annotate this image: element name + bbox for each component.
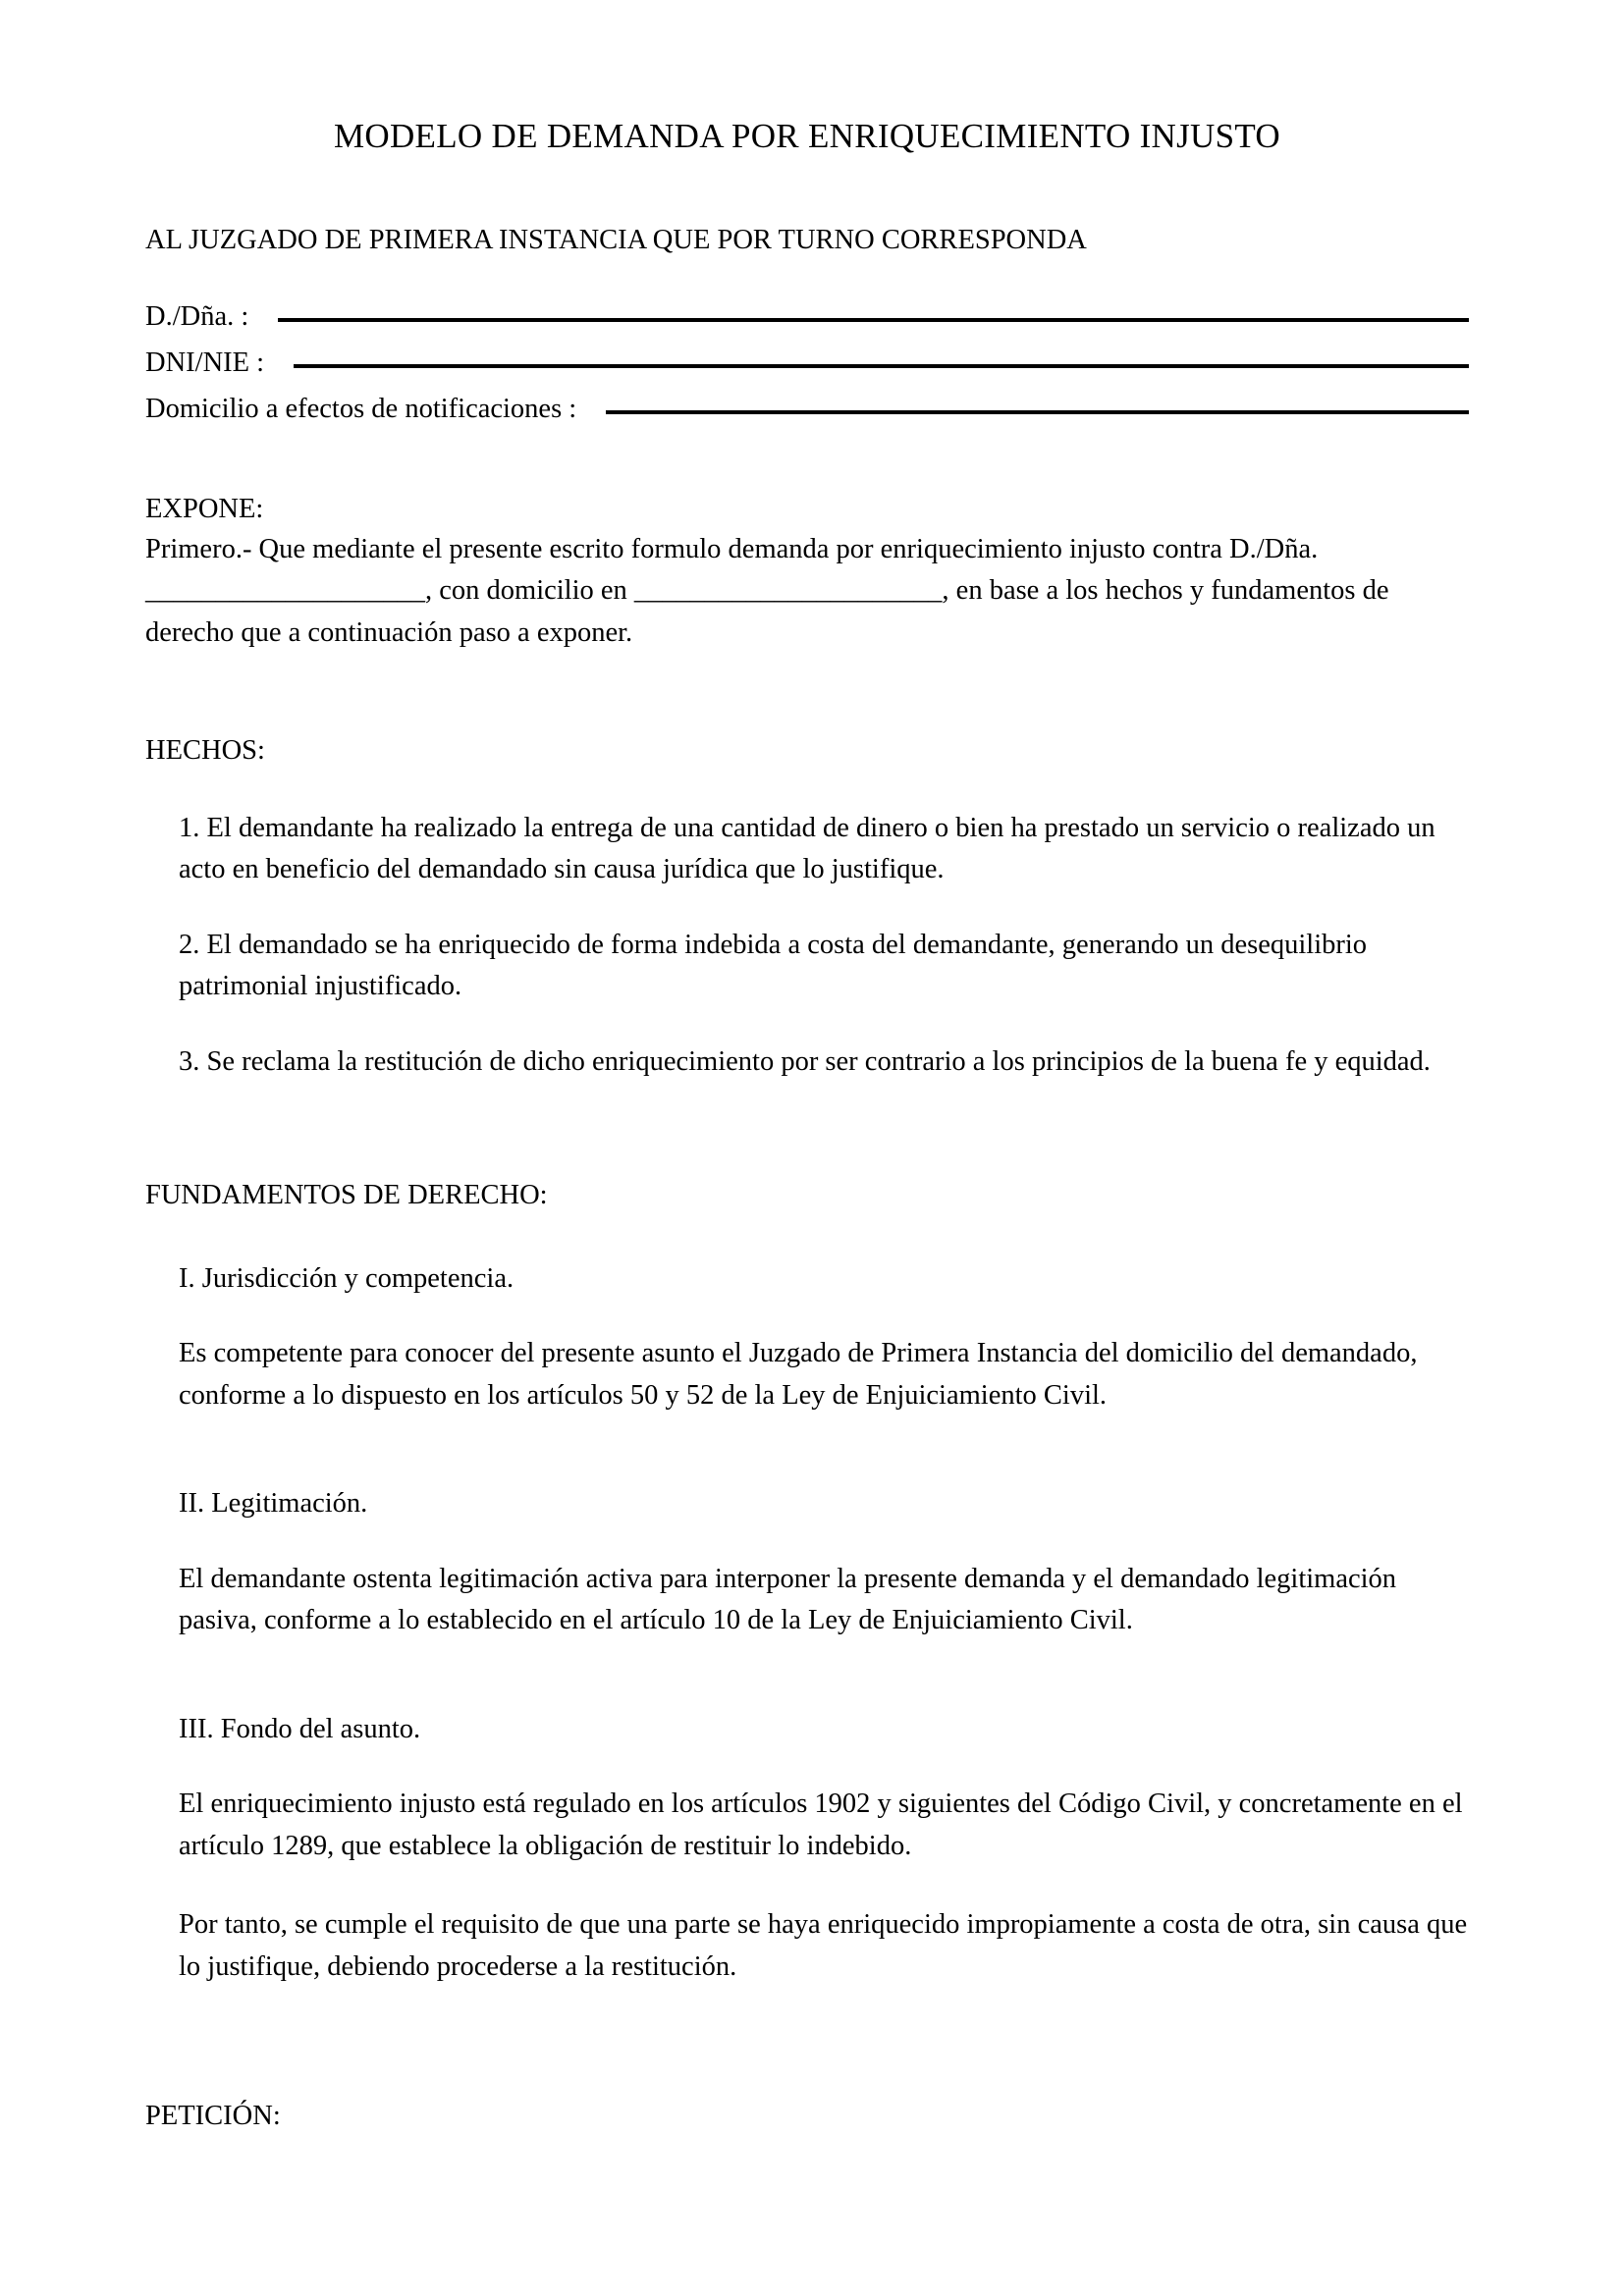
form-row-nombre xyxy=(145,303,1469,349)
section-heading-peticion: PETICIÓN: xyxy=(145,2101,281,2132)
section-heading-fundamentos: FUNDAMENTOS DE DERECHO: xyxy=(145,1180,548,1211)
form-row-dni xyxy=(145,349,1469,396)
input-nombre[interactable] xyxy=(278,318,1469,322)
court-header-line: AL JUZGADO DE PRIMERA INSTANCIA QUE POR TURNO CORRESPONDA xyxy=(145,225,1087,255)
fundamento-title-3: III. Fondo del asunto. xyxy=(179,1713,421,1744)
fundamento-1-paragraph-1: Es competente para conocer del presente asunto el Juzgado de Primera Instancia del domicilio del demandado, conforme a lo dispuesto en los artículos 50 y 52 de la Ley de Enjuiciamiento Civil. xyxy=(179,1338,1418,1411)
input-dni[interactable] xyxy=(294,364,1469,368)
expone-paragraph: Primero.- Que mediante el presente escrito formulo demanda por enriquecimiento injusto contra D./Dña. ____________________, con domicilio en ______________________, en base a los hechos y fundamentos de derecho que a continuación paso a exponer. xyxy=(145,533,1389,648)
hechos-item-2: 2. El demandado se ha enriquecido de forma indebida a costa del demandante, generando un desequilibrio patrimonial injustificado. xyxy=(179,929,1368,1002)
hechos-item-3: 3. Se reclama la restitución de dicho enriquecimiento por ser contrario a los principios de la buena fe y equidad. xyxy=(179,1045,1431,1077)
label-nombre: D./Dña. : xyxy=(145,301,249,333)
form-row-domicilio xyxy=(145,396,1469,442)
fundamento-title-2: II. Legitimación. xyxy=(179,1488,368,1520)
document-content xyxy=(145,0,1469,2136)
page-title: MODELO DE DEMANDA POR ENRIQUECIMIENTO INJUSTO xyxy=(333,117,1280,155)
fundamento-2-paragraph-1: El demandante ostenta legitimación activa para interponer la presente demanda y el demandado legitimación pasiva, conforme a lo establecido en el artículo 10 de la Ley de Enjuiciamiento Civil. xyxy=(179,1563,1397,1636)
hechos-item-1: 1. El demandante ha realizado la entrega de una cantidad de dinero o bien ha prestado un servicio o realizado un acto en beneficio del demandado sin causa jurídica que lo justifique. xyxy=(179,812,1435,885)
label-domicilio: Domicilio a efectos de notificaciones : xyxy=(145,394,577,425)
applicant-form-fields xyxy=(145,303,1469,442)
label-dni: DNI/NIE : xyxy=(145,347,265,379)
fundamento-title-1: I. Jurisdicción y competencia. xyxy=(179,1262,514,1294)
section-heading-hechos: HECHOS: xyxy=(145,735,265,767)
fundamento-3-paragraph-2: Por tanto, se cumple el requisito de que una parte se haya enriquecido impropiamente a costa de otra, sin causa que lo justifique, debiendo procederse a la restitución. xyxy=(179,1909,1468,1982)
section-heading-expone: EXPONE: xyxy=(145,494,264,525)
input-domicilio[interactable] xyxy=(606,410,1469,414)
fundamento-3-paragraph-1: El enriquecimiento injusto está regulado en los artículos 1902 y siguientes del Código Civil, y concretamente en el artículo 1289, que establece la obligación de restituir lo indebido. xyxy=(179,1789,1463,1861)
